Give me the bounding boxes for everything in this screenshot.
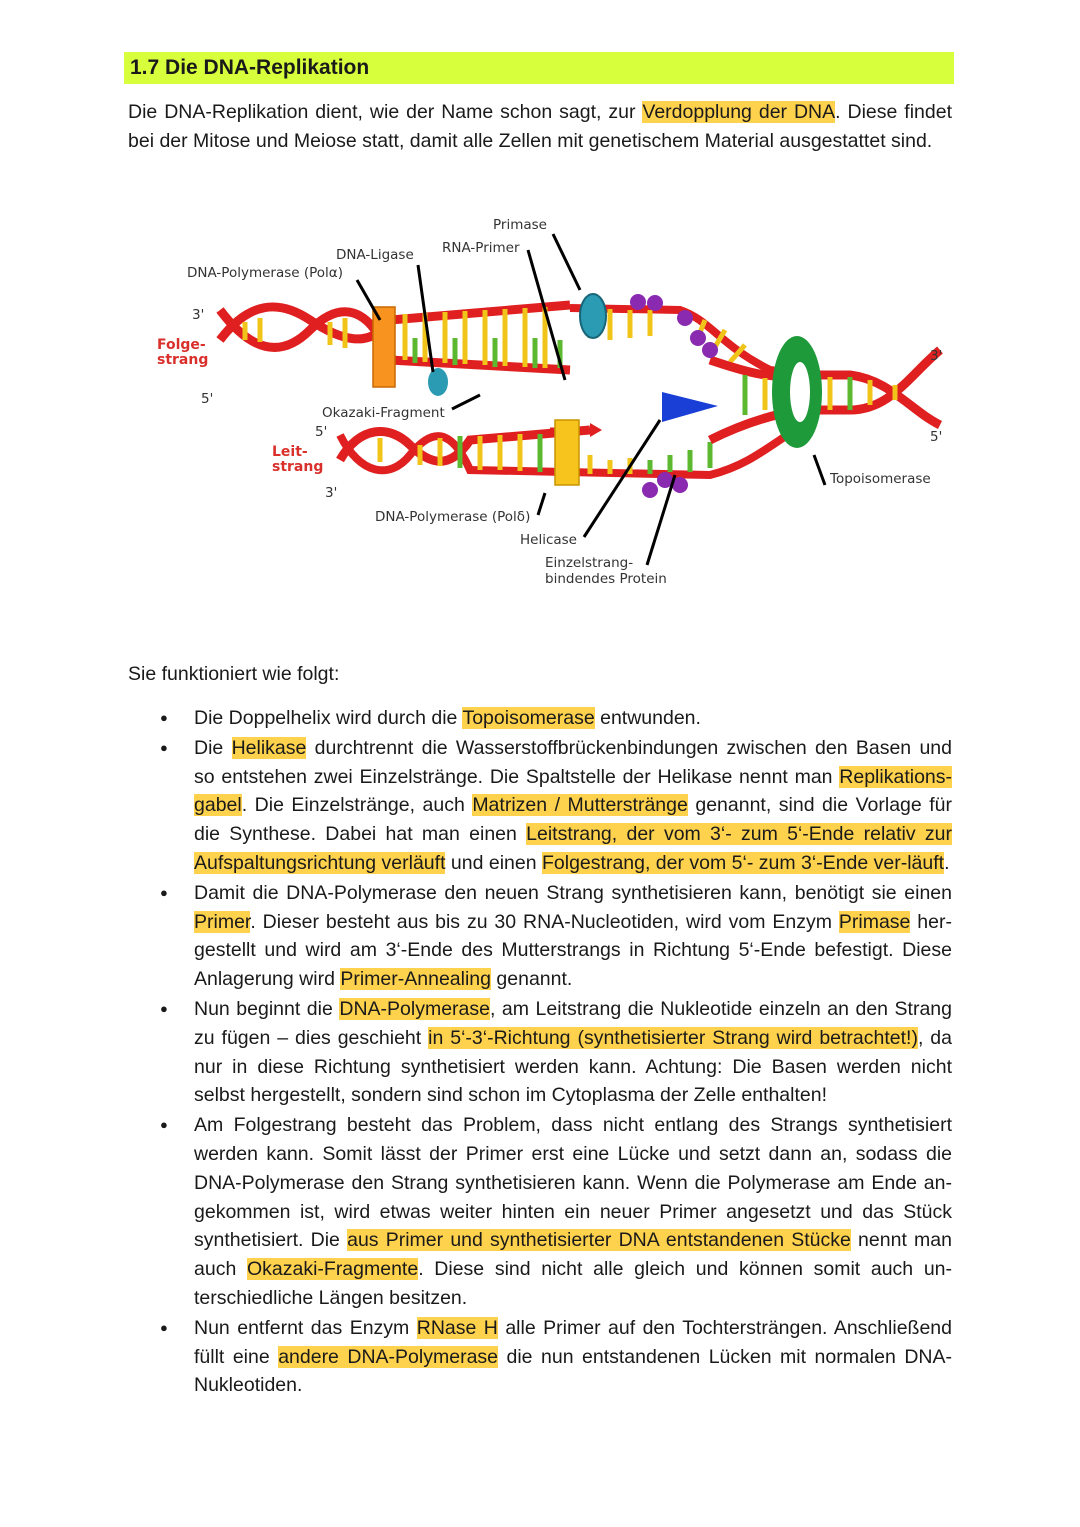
label-helicase: Helicase: [520, 532, 577, 548]
label-dna-ligase: DNA-Ligase: [336, 247, 414, 263]
step-item: ● Damit die DNA-Polymerase den neuen Strang synthetisieren kann, benötigt sie einen Primer. Dieser besteht aus bis zu 30 RNA-Nucleotiden, wird vom Enzym Primase her-gestellt und wird am 3‘-Ende des Mutterstrangs in Richtung 5‘-Ende befestigt. Diese Anlagerung wird Primer-Annealing genannt.: [130, 879, 952, 994]
parent-double-helix: [710, 348, 943, 440]
label-5prime-leit: 5': [315, 424, 328, 440]
label-polymerase-alpha: DNA-Polymerase (Polα): [187, 265, 343, 281]
label-ssb-2: bindendes Protein: [545, 571, 667, 587]
section-heading: 1.7 Die DNA-Replikation: [124, 52, 954, 84]
step-item: ● Nun entfernt das Enzym RNase H alle Primer auf den Tochtersträngen. Anschließend füllt eine andere DNA-Polymerase die nun entstandenen Lücken mit normalen DNA-Nukleotiden.: [130, 1314, 952, 1400]
helicase-shape: [662, 392, 718, 422]
label-3prime-leit: 3': [325, 485, 338, 501]
label-folgestrang-1: Folge-: [157, 337, 206, 353]
step-item: ● Nun beginnt die DNA-Polymerase, am Leitstrang die Nukleotide einzeln an den Strang zu fügen – dies geschieht in 5‘-3‘-Richtung (synthetisierter Strang wird betrachtet!), da nur in diese Richtung synthetisiert werden kann. Achtung: Die Basen werden nicht selbst hergestellt, sondern sind schon im Cytoplasma der Zelle enthalten!: [130, 995, 952, 1110]
step-item: ● Die Doppelhelix wird durch die Topoisomerase entwunden.: [130, 704, 952, 733]
topoisomerase-hole: [790, 362, 810, 422]
label-ssb-1: Einzelstrang-: [545, 555, 634, 571]
label-folgestrang-2: strang: [157, 352, 209, 368]
label-primase: Primase: [493, 217, 547, 233]
primase-shape: [580, 294, 606, 338]
label-polymerase-delta: DNA-Polymerase (Polδ): [375, 509, 531, 525]
dna-polymerase-alpha-shape: [373, 307, 395, 387]
dna-replication-diagram: [150, 210, 950, 600]
dna-ligase-shape: [428, 368, 448, 396]
label-3prime-right: 3': [930, 348, 943, 364]
step-item: ● Die Helikase durchtrennt die Wasserstoffbrückenbindungen zwischen den Basen und so entstehen zwei Einzelstränge. Die Spaltstelle der Helikase nennt man Replikations-gabel. Die Einzelstränge, auch Matrizen / Mutterstränge genannt, sind die Vorlage für die Synthese. Dabei hat man einen Leitstrang, der vom 3‘- zum 5‘-Ende relativ zur Aufspaltungsrichtung verläuft und einen Folgestrang, der vom 5‘- zum 3‘-Ende ver-läuft.: [130, 734, 952, 878]
lead-text: Sie funktioniert wie folgt:: [128, 663, 340, 685]
label-rna-primer: RNA-Primer: [442, 240, 520, 256]
label-3prime-top-left: 3': [192, 307, 205, 323]
label-okazaki: Okazaki-Fragment: [322, 405, 445, 421]
intro-paragraph: Die DNA-Replikation dient, wie der Name schon sagt, zur Verdopplung der DNA. Diese findet bei der Mitose und Meiose statt, damit alle Zellen mit genetischem Material ausgestattet sind.: [128, 101, 952, 152]
label-topoisomerase: Topoisomerase: [830, 471, 931, 487]
label-5prime-top-left: 5': [201, 391, 214, 407]
steps-list: [130, 704, 952, 1401]
label-leitstrang-2: strang: [272, 459, 324, 475]
step-item: ● Am Folgestrang besteht das Problem, dass nicht entlang des Strangs synthetisiert werden kann. Somit lässt der Primer erst eine Lücke und setzt dann an, sodass die DNA-Polymerase den Strang synthetisieren kann. Wenn die Polymerase am Ende an-gekommen ist, wird etwas weiter hinten ein neuer Primer angesetzt und das Stück synthetisiert. Die aus Primer und synthetisierter DNA entstandenen Stücke nennt man auch Okazaki-Fragmente. Diese sind nicht alle gleich und können somit auch un-terschiedliche Längen besitzen.: [130, 1111, 952, 1313]
highlight-verdopplung: Verdopplung der DNA: [642, 101, 836, 123]
dna-polymerase-delta-shape: [555, 420, 579, 485]
label-leitstrang-1: Leit-: [272, 444, 308, 460]
label-5prime-right: 5': [930, 429, 943, 445]
